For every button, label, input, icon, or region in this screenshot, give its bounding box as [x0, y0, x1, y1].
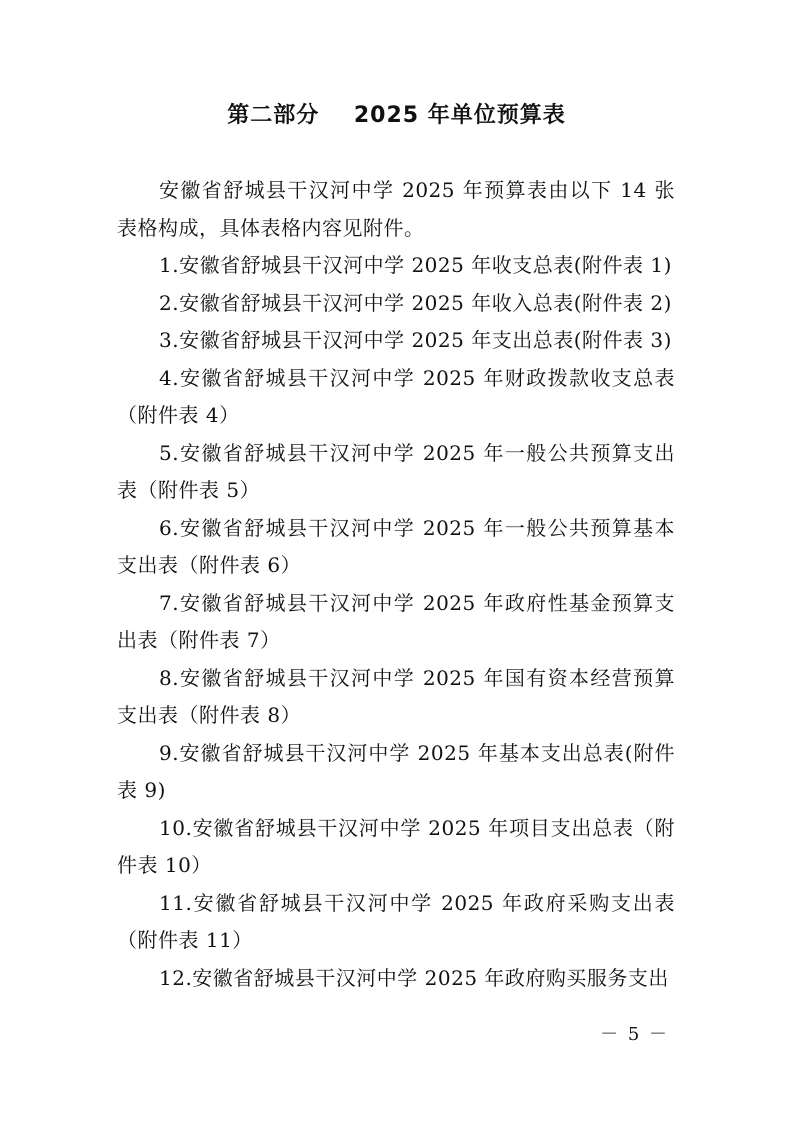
page-title: 第二部分 2025 年单位预算表: [227, 103, 566, 128]
list-item-8: 8.安徽省舒城县干汉河中学 2025 年国有资本经营预算支出表（附件表 8）: [117, 665, 675, 727]
list-item-4: 4.安徽省舒城县干汉河中学 2025 年财政拨款收支总表（附件表 4）: [117, 365, 675, 427]
list-item-5: 5.安徽省舒城县干汉河中学 2025 年一般公共预算支出表（附件表 5）: [117, 440, 675, 502]
page-number: － 5 －: [600, 1024, 669, 1045]
list-item-1: 1.安徽省舒城县干汉河中学 2025 年收支总表(附件表 1): [159, 253, 672, 277]
table-list: [117, 247, 675, 997]
list-item-12: 12.安徽省舒城县干汉河中学 2025 年政府购买服务支出: [159, 965, 669, 990]
list-item-10: 10.安徽省舒城县干汉河中学 2025 年项目支出总表（附件表 10）: [117, 815, 675, 877]
list-item-2: 2.安徽省舒城县干汉河中学 2025 年收入总表(附件表 2): [159, 290, 672, 315]
list-item-11: 11.安徽省舒城县干汉河中学 2025 年政府采购支出表（附件表 11）: [117, 890, 675, 952]
list-item-7: 7.安徽省舒城县干汉河中学 2025 年政府性基金预算支出表（附件表 7）: [117, 590, 675, 652]
intro-paragraph: 安徽省舒城县干汉河中学 2025 年预算表由以下 14 张表格构成，具体表格内容见附件。: [117, 178, 675, 240]
list-item-6: 6.安徽省舒城县干汉河中学 2025 年一般公共预算基本支出表（附件表 6）: [117, 515, 675, 577]
list-item-9: 9.安徽省舒城县干汉河中学 2025 年基本支出总表(附件表 9): [117, 740, 675, 802]
list-item-3: 3.安徽省舒城县干汉河中学 2025 年支出总表(附件表 3): [159, 328, 672, 352]
